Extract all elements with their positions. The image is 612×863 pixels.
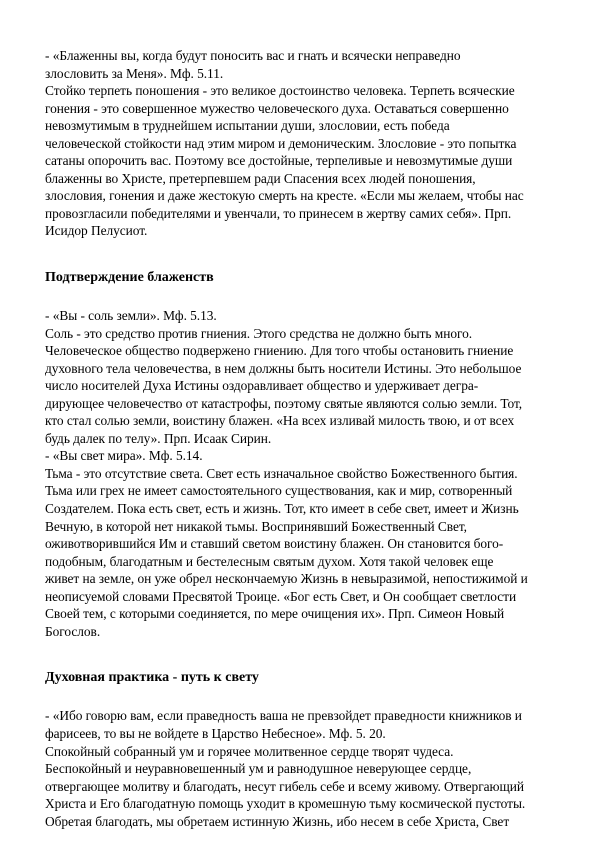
document-page — [45, 47, 575, 830]
text-line: фарисеев, то вы не войдете в Царство Небесное». Мф. 5. 20. — [45, 725, 386, 741]
text-line: живет на земле, он уже обрел нескончаемую Жизнь в невыразимой, непостижимой и — [45, 571, 528, 587]
text-line: число носителей Духа Истины оздоравливает общество и удерживает дегра- — [45, 378, 479, 394]
text-line: невозмутимым в труднейшем испытании души, злословии, есть победа — [45, 118, 450, 134]
text-line: Беспокойный и неуравновешенный ум и равнодушное неверующее сердце, — [45, 761, 472, 777]
text-line: - «Вы свет мира». Мф. 5.14. — [45, 448, 203, 464]
text-line: злословия, гонения и даже жестокую смерть на кресте. «Если мы желаем, чтобы нас — [45, 188, 524, 204]
text-line: Тьма или грех не имеет самостоятельного существования, как и мир, сотворенный — [45, 483, 513, 499]
text-line: Стойко терпеть поношения - это великое достоинство человека. Терпеть всяческие — [45, 83, 515, 99]
text-line: будь далек по телу». Прп. Исаак Сирин. — [45, 430, 272, 446]
text-line: - «Вы - соль земли». Мф. 5.13. — [45, 308, 217, 324]
text-line: Создателем. Пока есть свет, есть и жизнь. Тот, кто имеет в себе свет, имеет и Жизнь — [45, 501, 519, 517]
section-heading-confirmation: Подтверждение блаженств — [45, 270, 214, 286]
paragraph-righteousness — [45, 707, 575, 830]
text-line: Исидор Пелусиот. — [45, 223, 148, 239]
text-line: Спокойный собранный ум и горячее молитвенное сердце творят чудеса. — [45, 743, 454, 759]
text-line: подобным, благодатным и бестелесным святым духом. Хотя такой человек еще — [45, 553, 494, 569]
section-heading-spiritual-practice: Духовная практика - путь к свету — [45, 670, 259, 686]
text-line: провозгласили победителями и увенчали, то принесем в жертву самих себя». Прп. — [45, 205, 512, 221]
text-line: человеческой стойкости над этим миром и демоническим. Злословие - это попытка — [45, 135, 517, 151]
text-line: сатаны опорочить вас. Поэтому все достойные, терпеливые и невозмутимые души — [45, 153, 513, 169]
text-line: неописуемой словами Пресвятой Троице. «Бог есть Свет, и Он сообщает светлости — [45, 588, 517, 604]
text-line: злословить за Меня». Мф. 5.11. — [45, 65, 224, 81]
text-line: Своей тем, с которыми соединяется, по мере очищения их». Прп. Симеон Новый — [45, 606, 505, 622]
text-line: дирующее человечество от катастрофы, поэтому святые являются солью земли. Тот, — [45, 395, 523, 411]
text-line: кто стал солью земли, воистину блажен. «На всех изливай милость твою, и от всех — [45, 413, 515, 429]
text-line: Соль - это средство против гниения. Этого средства не должно быть много. — [45, 325, 473, 341]
text-line: оживотворившийся Им и ставший светом воистину блажен. Он становится бого- — [45, 536, 504, 552]
text-line: Вечную, в которой нет никакой тьмы. Воспринявший Божественный Свет, — [45, 518, 467, 534]
text-line: отвергающее молитву и благодать, несут гибель себе и всему живому. Отвергающий — [45, 778, 524, 794]
text-line: - «Блаженны вы, когда будут поносить вас и гнать и всячески неправедно — [45, 48, 461, 63]
text-line: Тьма - это отсутствие света. Свет есть изначальное свойство Божественного бытия. — [45, 465, 518, 481]
text-line: Богослов. — [45, 623, 101, 639]
text-line: Христа и Его благодатную помощь уходит в кромешную тьму космической пустоты. — [45, 796, 526, 812]
text-line: духовного тела человечества, в нем должны быть носители Истины. Это небольшое — [45, 360, 522, 376]
text-line: гонения - это совершенное мужество человеческого духа. Оставаться совершенно — [45, 100, 509, 116]
paragraph-blessed-persecuted — [45, 47, 575, 240]
text-line: Обретая благодать, мы обретаем истинную Жизнь, ибо несем в себе Христа, Свет — [45, 813, 510, 829]
paragraph-salt-and-light — [45, 307, 575, 640]
text-line: Человеческое общество подвержено гниению. Для того чтобы остановить гниение — [45, 343, 514, 359]
text-line: блаженны во Христе, претерпевшем ради Спасения всех людей поношения, — [45, 170, 476, 186]
text-line: - «Ибо говорю вам, если праведность ваша не превзойдет праведности книжников и — [45, 708, 522, 724]
